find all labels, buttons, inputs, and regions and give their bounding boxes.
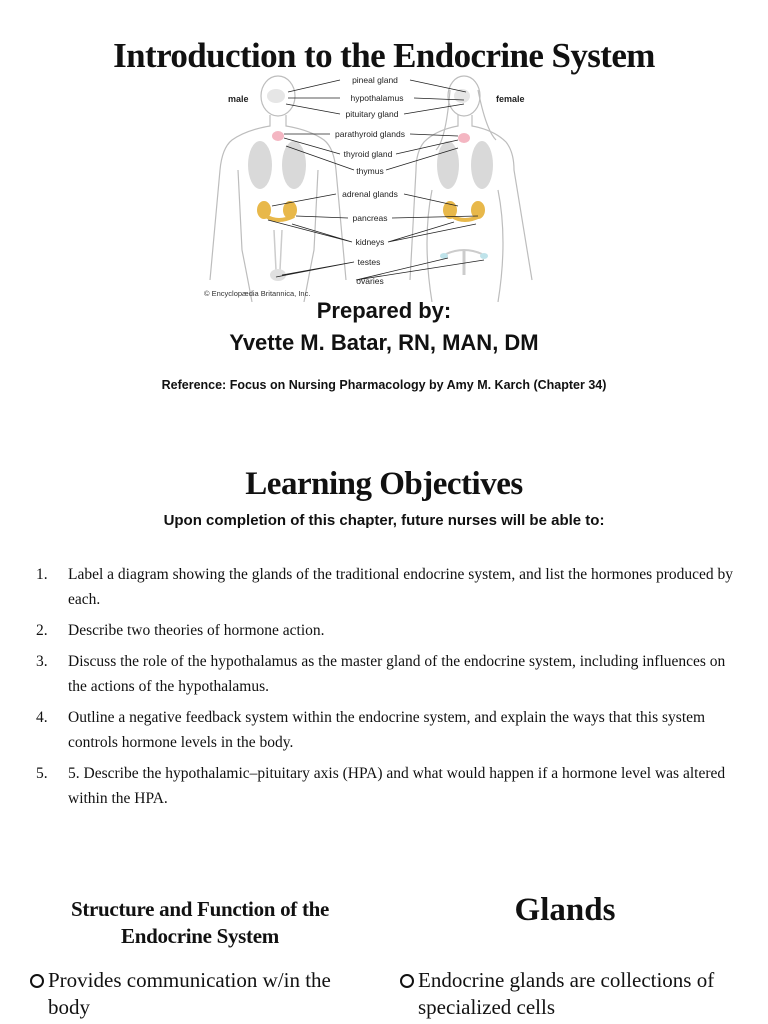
list-item-number: 2. — [36, 622, 48, 639]
glands-title: Glands — [514, 892, 616, 928]
list-item-text: Outline a negative feedback system within the endocrine system, and explain the ways that this system controls hormone levels in the body. — [68, 709, 706, 751]
label-parathyroid-glands: parathyroid glands — [335, 129, 405, 139]
list-item-number: 5. — [36, 765, 48, 782]
glands-bullet — [400, 967, 730, 1021]
label-thymus: thymus — [356, 166, 384, 176]
list-item-text: Discuss the role of the hypothalamus as the master gland of the endocrine system, including influences on the actions of the hypothalamus. — [68, 653, 726, 695]
circle-bullet-icon — [400, 974, 414, 988]
label-pancreas: pancreas — [352, 213, 388, 223]
list-item-number: 4. — [36, 709, 48, 726]
male-organs — [248, 89, 306, 281]
diagram-copyright: © Encyclopædia Britannica, Inc. — [204, 289, 311, 298]
list-item — [36, 761, 736, 811]
diagram-gland-labels — [335, 75, 405, 286]
structure-function-title: Structure and Function of the Endocrine System — [70, 897, 330, 948]
list-item-text: 5. Describe the hypothalamic–pituitary axis (HPA) and what would happen if a hormone level was altered within the HPA. — [68, 765, 726, 807]
list-item — [36, 649, 736, 699]
list-item — [36, 618, 736, 643]
label-kidneys: kidneys — [355, 237, 385, 247]
list-item-text: Describe two theories of hormone action. — [68, 622, 325, 639]
list-item — [36, 705, 736, 755]
learning-objectives-title: Learning Objectives — [245, 466, 523, 502]
list-item-number: 3. — [36, 653, 48, 670]
diagram-side-label-male: male — [228, 94, 249, 104]
circle-bullet-icon — [30, 974, 44, 988]
list-item-text: Label a diagram showing the glands of the traditional endocrine system, and list the hormones produced by each. — [68, 566, 734, 608]
author-name: Yvette M. Batar, RN, MAN, DM — [229, 330, 539, 355]
objectives-list — [36, 562, 736, 817]
label-ovaries: ovaries — [356, 276, 384, 286]
page-title: Introduction to the Endocrine System — [113, 36, 655, 75]
label-adrenal-glands: adrenal glands — [342, 189, 398, 199]
label-hypothalamus: hypothalamus — [350, 93, 404, 103]
reference-text: Reference: Focus on Nursing Pharmacology by Amy M. Karch (Chapter 34) — [161, 378, 607, 392]
learning-objectives-subtitle: Upon completion of this chapter, future nurses will be able to: — [163, 512, 605, 529]
list-item — [36, 562, 736, 612]
label-testes: testes — [357, 257, 381, 267]
label-pituitary-gland: pituitary gland — [345, 109, 399, 119]
glands-bullet-text: Endocrine glands are collections of specialized cells — [418, 968, 715, 1019]
label-pineal-gland: pineal gland — [352, 75, 398, 85]
male-body-outline — [210, 76, 346, 302]
structure-bullet-text: Provides communication w/in the body — [48, 968, 331, 1019]
label-thyroid-gland: thyroid gland — [343, 149, 393, 159]
diagram-side-label-female: female — [496, 94, 525, 104]
list-item-number: 1. — [36, 566, 48, 583]
structure-bullet — [30, 967, 370, 1021]
prepared-by-label: Prepared by: — [316, 298, 452, 323]
endocrine-diagram — [196, 70, 556, 302]
